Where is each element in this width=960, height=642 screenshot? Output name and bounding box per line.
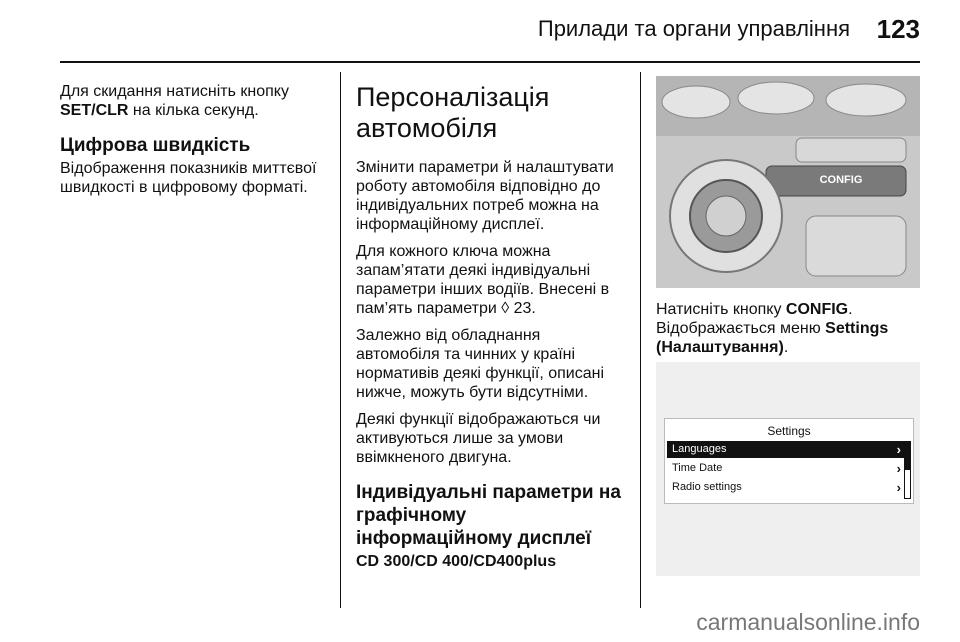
menu-item-label: Time Date	[672, 462, 723, 474]
section-title: Персоналізація автомобіля	[356, 82, 550, 143]
menu-caption-line	[656, 319, 920, 357]
page-number: 123	[876, 14, 920, 44]
scrollbar[interactable]	[904, 441, 911, 499]
digital-speed-heading: Цифрова швидкість	[60, 135, 251, 156]
model-subheading: CD 300/CD 400/CD400plus	[356, 553, 557, 570]
config-caption-dot: .	[848, 301, 853, 318]
header-title: Прилади та органи управління	[537, 16, 850, 41]
column-2	[356, 82, 622, 571]
set-clr-label: SET/CLR	[60, 102, 129, 119]
column-divider-2	[640, 72, 641, 608]
menu-caption-text: Відображається меню	[656, 320, 826, 337]
config-label: CONFIG	[785, 301, 849, 318]
paragraph-4: Деякі функції відображаються чи активуються лише за умови ввімкненого двигуна.	[356, 411, 601, 466]
watermark: carmanualsonline.info	[696, 609, 920, 635]
menu-item-label: Languages	[672, 443, 727, 455]
config-button-photo-label: CONFIG	[819, 174, 863, 186]
chevron-right-icon: ›	[896, 461, 901, 476]
chevron-right-icon: ›	[896, 480, 901, 495]
reset-instruction-tail: на кілька секунд.	[128, 102, 259, 119]
header-rule	[60, 61, 920, 63]
chevron-right-icon: ›	[896, 442, 901, 457]
reset-instruction-text: Для скидання натисніть кнопку	[60, 83, 289, 100]
paragraph-1: Змінити параметри й налаштувати роботу автомобіля відповідно до індивідуальних потреб можна на інформаційному дисплеї.	[356, 159, 614, 233]
menu-item-languages[interactable]	[667, 441, 905, 458]
settings-menu-label: Settings (Налаштування)	[656, 320, 889, 356]
digital-speed-text: Відображення показників миттєвої швидкості в цифровому форматі.	[60, 160, 317, 196]
menu-caption-dot: .	[783, 339, 789, 356]
menu-item-radio-settings[interactable]	[667, 479, 905, 496]
menu-item-time-date[interactable]	[667, 460, 905, 477]
settings-title: Settings	[767, 424, 811, 438]
settings-screen	[656, 362, 920, 576]
reset-instruction	[60, 82, 330, 120]
scrollbar-thumb[interactable]	[905, 442, 910, 470]
config-caption-text: Натисніть кнопку	[656, 301, 786, 318]
config-caption-line	[656, 300, 920, 319]
display-settings-heading: Індивідуальні параметри на графічному інформаційному дисплеї	[356, 482, 621, 549]
settings-panel	[664, 418, 914, 504]
column-1	[60, 82, 330, 205]
menu-item-label: Radio settings	[672, 481, 742, 493]
column-divider-1	[340, 72, 341, 608]
console-photo	[656, 76, 920, 288]
config-caption	[656, 300, 920, 357]
paragraph-2: Для кожного ключа можна запам’ятати деякі індивідуальні параметри інших водіїв. Внесені в пам’ять параметри ◊ 23.	[356, 243, 610, 317]
paragraph-3: Залежно від обладнання автомобіля та чинних у країні нормативів деякі функції, описані нижче, можуть бути відсутніми.	[356, 327, 605, 401]
